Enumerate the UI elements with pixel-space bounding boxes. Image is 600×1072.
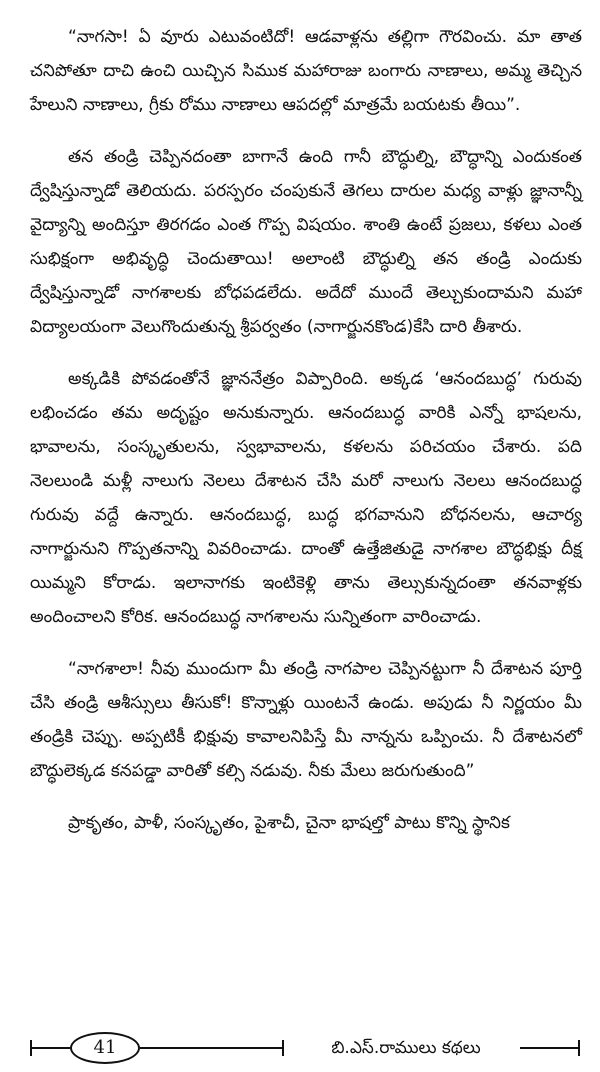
paragraph-4: “నాగశాలా! నీవు ముందుగా మీ తండ్రి నాగపాల చెప్పినట్టుగా నీ దేశాటన పూర్తి చేసి తండ్రి ఆశీస్సులు తీసుకో! కొన్నాళ్లు యింటనే ఉండు. అపుడు నీ నిర్ణయం మీ తండ్రికి చెప్పు. అప్పటికీ భిక్షువు కావాలనిపిస్తే మీ నాన్నను ఒప్పించు. నీ దేశాటనలో బౌద్ధులెక్కడ కనపడ్డా వారితో కల్సి నడువు. నీకు మేలు జరుగుతుంది” — [30, 659, 582, 781]
paragraph-2: తన తండ్రి చెప్పినదంతా బాగానే ఉంది గానీ బౌద్ధుల్ని, బౌద్ధాన్ని ఎందుకంత ద్వేషిస్తున్నాడో తెలియదు. పరస్పరం చంపుకునే తెగలు దారుల మధ్య వాళ్లు జ్ఞానాన్నీ వైద్యాన్ని అందిస్తూ తిరగడం ఎంత గొప్ప విషయం. శాంతి ఉంటే ప్రజలు, కళలు ఎంత సుభిక్షంగా అభివృద్ధి చెందుతాయి! అలాంటి బౌద్ధుల్ని తన తండ్రి ఎందుకు ద్వేషిస్తున్నాడో నాగశాలకు బోధపడలేదు. అదేదో ముందే తెల్చుకుందామని మహా విద్యాలయంగా వెలుగొందుతున్న శ్రీపర్వతం (నాగార్జునకొండ)కేసి దారి తీశారు. — [30, 147, 582, 337]
running-title: బి.ఎస్.రాములు కథలు — [331, 1038, 481, 1058]
paragraph-1: “నాగసా! ఏ వూరు ఎటువంటిదో! ఆడవాళ్లను తల్లిగా గౌరవించు. మా తాత చనిపోతూ దాచి ఉంచి యిచ్చిన సిముక మహారాజు బంగారు నాణాలు, అమ్మ తెచ్చిన హేలుని నాణాలు, గ్రీకు రోము నాణాలు ఆపదల్లో మాత్రమే బయటకు తీయి”. — [30, 27, 582, 115]
footer-rule-tick-middle — [282, 1040, 284, 1056]
footer-rule-right — [520, 1047, 580, 1049]
paragraph-3: అక్కడికి పోవడంతోనే జ్ఞాననేత్రం విప్పారింది. అక్కడ ‘ఆనందబుద్ధ’ గురువు లభించడం తమ అదృష్టం అనుకున్నారు. ఆనందబుద్ధ వారికి ఎన్నో భాషలను, భావాలను, సంస్కృతులను, స్వభావాలను, కళలను పరిచయం చేశారు. పది నెలలుండి మళ్లీ నాలుగు నెలలు దేశాటన చేసి మరో నాలుగు నెలలు ఆనందబుద్ధ గురువు వద్దే ఉన్నారు. ఆనందబుద్ధ, బుద్ధ భగవానుని బోధనలను, ఆచార్య నాగార్జునుని గొప్పతనాన్ని వివరించాడు. దాంతో ఉత్తేజితుడై నాగశాల బౌద్ధభిక్షు దీక్ష యిమ్మని కోరాడు. ఇలానాగకు ఇంటికెళ్లి తాను తెల్సుకున్నదంతా తనవాళ్లకు అందించాలని కోరిక. ఆనందబుద్ధ నాగశాలను సున్నితంగా వారించాడు. — [30, 369, 582, 627]
page-number: 41 — [70, 1032, 140, 1064]
footer-rule-left — [30, 1047, 70, 1049]
footer-rule-middle — [140, 1047, 282, 1049]
body-text — [30, 20, 582, 858]
footer-rule-tick-right — [578, 1040, 580, 1056]
paragraph-5: ప్రాకృతం, పాళీ, సంస్కృతం, పైశాచీ, చైనా భాషల్తో పాటు కొన్ని స్థానిక — [68, 813, 510, 833]
page-footer — [0, 1028, 600, 1068]
